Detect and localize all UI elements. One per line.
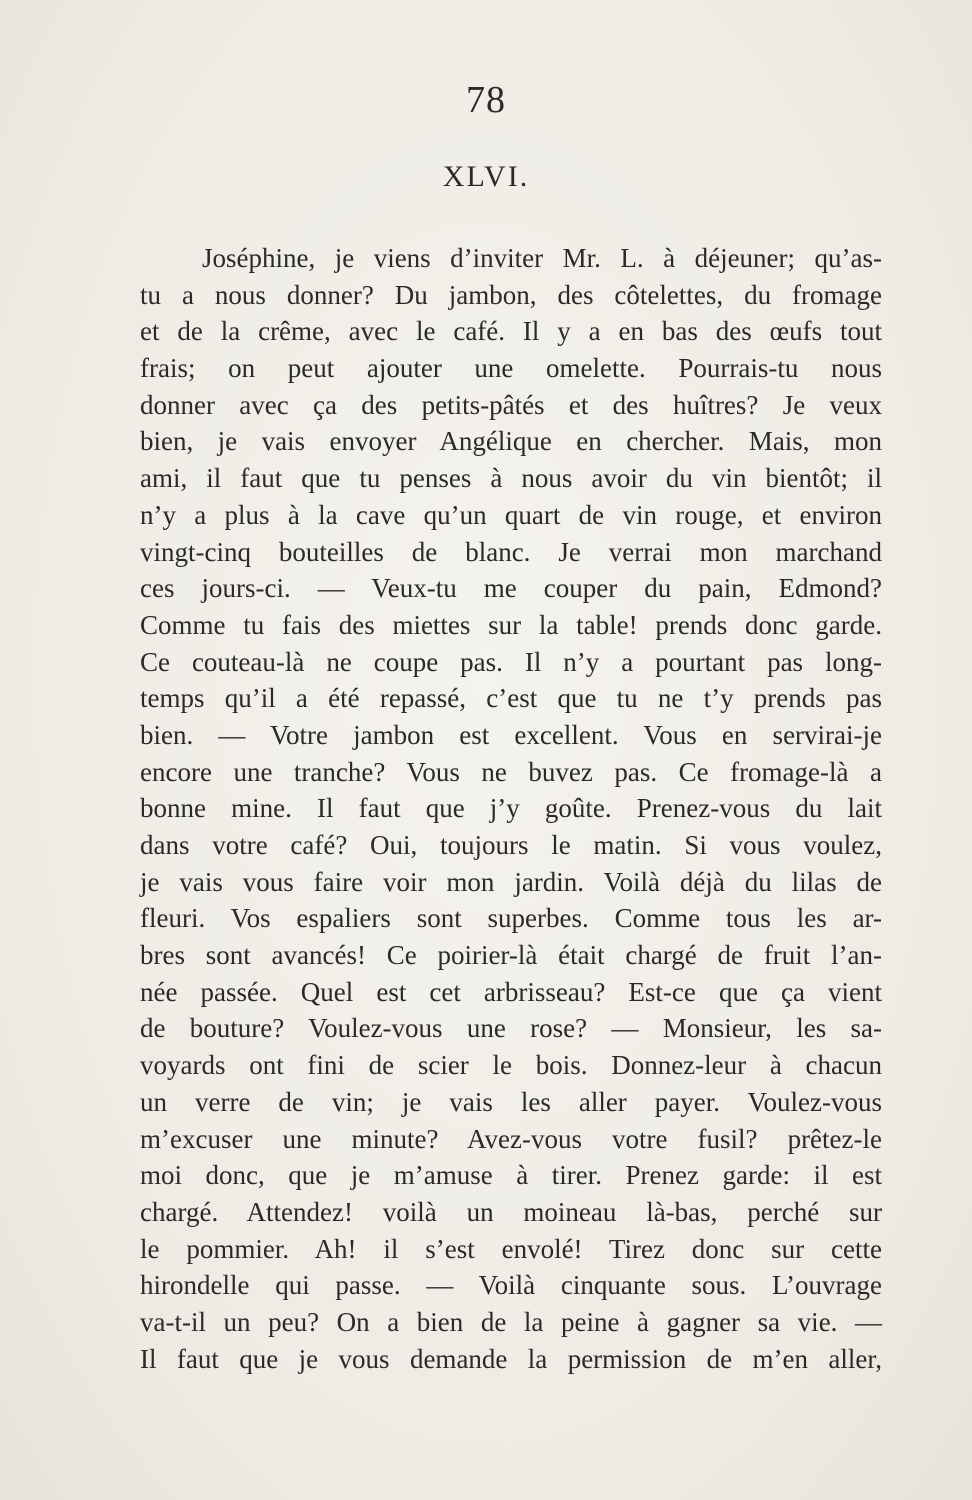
page-number: 78 (466, 79, 506, 121)
text-line: temps qu’il a été repassé, c’est que tu ne t’y prends pas (140, 683, 882, 714)
text-line: tu a nous donner? Du jambon, des côtelettes, du fromage (140, 279, 882, 310)
text-line: bres sont avancés! Ce poirier-là était chargé de fruit l’an- (140, 940, 882, 971)
text-line: moi donc, que je m’amuse à tirer. Prenez garde: il est (140, 1160, 882, 1191)
text-line: et de la crême, avec le café. Il y a en bas des œufs tout (140, 316, 882, 347)
text-line: hirondelle qui passe. — Voilà cinquante sous. L’ouvrage (140, 1270, 882, 1301)
text-line: je vais vous faire voir mon jardin. Voilà déjà du lilas de (140, 866, 882, 897)
text-line: va-t-il un peu? On a bien de la peine à gagner sa vie. — (140, 1306, 882, 1337)
text-line: Comme tu fais des miettes sur la table! prends donc garde. (140, 609, 882, 640)
text-line: n’y a plus à la cave qu’un quart de vin rouge, et environ (140, 499, 882, 530)
text-line: chargé. Attendez! voilà un moineau là-bas, perché sur (140, 1196, 882, 1227)
text-line: fleuri. Vos espaliers sont superbes. Comme tous les ar- (140, 903, 882, 934)
text-line: Joséphine, je viens d’inviter Mr. L. à déjeuner; qu’as- (202, 243, 882, 273)
text-line: vingt-cinq bouteilles de blanc. Je verrai mon marchand (140, 536, 882, 567)
text-line: encore une tranche? Vous ne buvez pas. Ce fromage-là a (140, 756, 882, 787)
text-line: donner avec ça des petits-pâtés et des huîtres? Je veux (140, 389, 882, 420)
text-line: Ce couteau-là ne coupe pas. Il n’y a pourtant pas long- (140, 646, 882, 677)
text-line: ami, il faut que tu penses à nous avoir du vin bientôt; il (140, 463, 882, 494)
text-line: voyards ont fini de scier le bois. Donnez-leur à chacun (140, 1050, 882, 1081)
text-line: ces jours-ci. — Veux-tu me couper du pain, Edmond? (140, 573, 882, 604)
text-line: un verre de vin; je vais les aller payer. Voulez-vous (140, 1086, 882, 1117)
text-line: dans votre café? Oui, toujours le matin. Si vous voulez, (140, 830, 882, 860)
text-line: le pommier. Ah! il s’est envolé! Tirez donc sur cette (140, 1233, 882, 1264)
chapter-heading: XLVI. (442, 160, 530, 193)
text-line: frais; on peut ajouter une omelette. Pourrais-tu nous (140, 353, 882, 384)
text-line: bonne mine. Il faut que j’y goûte. Prenez-vous du lait (140, 793, 882, 824)
text-line: m’excuser une minute? Avez-vous votre fusil? prêtez-le (140, 1123, 882, 1154)
body-text (140, 240, 882, 1377)
text-line: bien, je vais envoyer Angélique en chercher. Mais, mon (140, 426, 882, 457)
text-line: de bouture? Voulez-vous une rose? — Monsieur, les sa- (140, 1013, 882, 1044)
text-line: née passée. Quel est cet arbrisseau? Est-ce que ça vient (140, 976, 882, 1007)
text-line: Il faut que je vous demande la permission de m’en aller, (140, 1343, 882, 1374)
text-line: bien. — Votre jambon est excellent. Vous en servirai-je (140, 719, 882, 750)
